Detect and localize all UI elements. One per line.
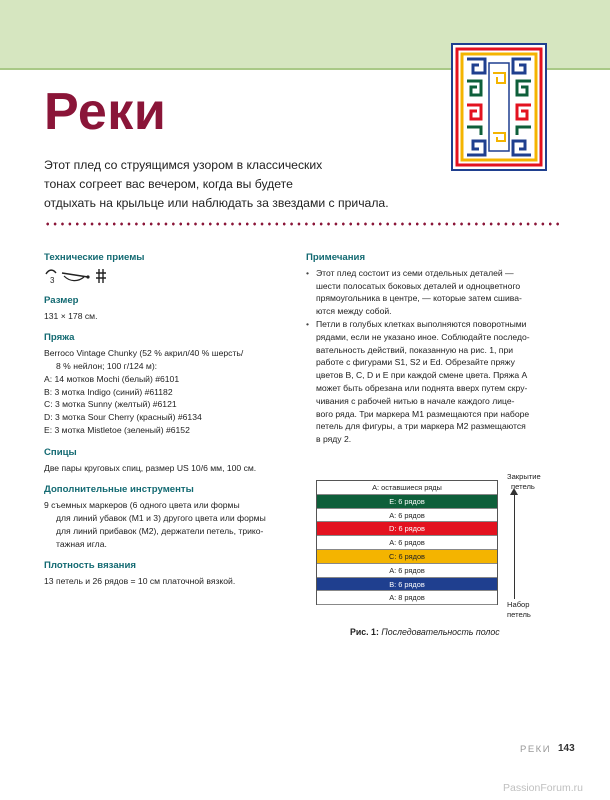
note-line: шести полосатых боковых деталей и одноцветного	[316, 280, 521, 291]
note-item	[306, 267, 568, 318]
needles-heading: Спицы	[44, 446, 77, 458]
stripe-row: A: 8 рядов	[317, 591, 497, 605]
needles-value: Две пары круговых спиц, размер US 10/6 мм, 100 см.	[44, 462, 257, 473]
size-heading: Размер	[44, 294, 79, 306]
direction-arrow	[514, 493, 515, 599]
note-line: может быть обрезана или поднята вверх путем скру-	[316, 382, 528, 393]
technique-symbols	[44, 267, 294, 285]
note-line: • Этот плед состоит из семи отдельных деталей —	[316, 267, 514, 278]
note-item	[306, 318, 568, 446]
dotted-divider	[44, 222, 562, 226]
yarn-line: 8 % нейлон; 100 г/124 м):	[56, 360, 158, 371]
note-line: ются между собой.	[316, 306, 392, 317]
cast-on-label-line: Набор	[507, 600, 530, 609]
gauge-heading: Плотность вязания	[44, 560, 136, 572]
tools-heading: Дополнительные инструменты	[44, 484, 194, 496]
yarn-line: B: 3 мотка Indigo (синий) #61182	[44, 386, 173, 397]
right-column	[306, 252, 568, 446]
note-line: цветов B, C, D и E при каждой смене цвета. Пряжа A	[316, 370, 528, 381]
gauge-value: 13 петель и 26 рядов = 10 см платочной вязкой.	[44, 576, 236, 587]
intro-line: тонах согреет вас вечером, когда вы будете	[44, 177, 293, 191]
techniques-heading: Технические приемы	[44, 252, 145, 263]
greek-key-motif-icon	[451, 43, 547, 171]
notes-heading: Примечания	[306, 252, 366, 263]
tools-line: тажная игла.	[56, 538, 107, 549]
note-line: • Петли в голубых клетках выполняются поворотными	[316, 318, 527, 329]
stripe-stack	[316, 480, 498, 605]
yarn-line: Berroco Vintage Chunky (52 % акрил/40 % шерсть/	[44, 348, 244, 359]
yarn-line: A: 14 мотков Mochi (белый) #6101	[44, 373, 180, 384]
stripe-row: A: 6 рядов	[317, 536, 497, 550]
yarn-line: E: 3 мотка Mistletoe (зеленый) #6152	[44, 424, 190, 435]
note-line: вого ряда. Три маркера M1 размещаются при наборе	[316, 408, 530, 419]
page-title: Реки	[44, 83, 167, 141]
note-line: вательность действий, показанную на рис. 1, при	[316, 344, 514, 355]
note-line: чивания с рабочей нитью в начале каждого лице-	[316, 395, 515, 406]
size-value: 131 × 178 см.	[44, 310, 98, 321]
note-line: работе с фигурами S1, S2 и Ed. Обрезайте пряжу	[316, 357, 515, 368]
stripe-row: C: 6 рядов	[317, 550, 497, 564]
grid-icon	[96, 269, 106, 283]
left-column	[44, 252, 294, 598]
tools-line: для линий убавок (M1 и 3) другого цвета или формы	[56, 512, 266, 523]
watermark: PassionForum.ru	[503, 782, 583, 794]
technique-icons	[44, 267, 124, 285]
cast-on-label	[507, 600, 531, 620]
note-line: рядами, если не указано иное. Соблюдайте последо-	[316, 331, 530, 342]
running-footer: РЕКИ	[520, 744, 552, 755]
tools-line: 9 съемных маркеров (6 одного цвета или формы	[44, 500, 240, 511]
svg-text:3: 3	[50, 275, 55, 285]
note-line: прямоугольника в центре, — которые затем сшива-	[316, 293, 522, 304]
stripe-row: E: 6 рядов	[317, 495, 497, 509]
figure-caption	[350, 627, 500, 637]
intro-line: Этот плед со струящимся узором в классических	[44, 158, 323, 172]
stripe-row: A: 6 рядов	[317, 564, 497, 578]
intro-line: отдыхать на крыльце или наблюдать за звездами с причала.	[44, 196, 389, 210]
stripe-row: B: 6 рядов	[317, 578, 497, 592]
stripe-row: D: 6 рядов	[317, 522, 497, 536]
bind-off-label-line: петель	[511, 482, 535, 491]
yarn-heading: Пряжа	[44, 332, 75, 344]
stripe-row: A: 6 рядов	[317, 509, 497, 523]
caption-number: Рис. 1:	[350, 627, 379, 637]
stripe-sequence-figure	[316, 480, 498, 605]
needle-icon	[62, 273, 90, 281]
stripe-row: A: оставшиеся ряды	[317, 481, 497, 495]
bind-off-label-line: Закрытие	[507, 472, 541, 481]
cast-on-icon	[46, 270, 56, 285]
note-line: петель для фигуры, а три маркера M2 размещаются	[316, 421, 526, 432]
yarn-line: D: 3 мотка Sour Cherry (красный) #6134	[44, 412, 202, 423]
page-number: 143	[558, 743, 575, 754]
intro-paragraph	[44, 156, 404, 213]
tools-line: для линий прибавок (M2), держатели петель, трико-	[56, 525, 264, 536]
yarn-line: C: 3 мотка Sunny (желтый) #6121	[44, 399, 177, 410]
caption-text: Последовательность полос	[381, 627, 500, 637]
note-line: в ряду 2.	[316, 434, 352, 445]
cast-on-label-line: петель	[507, 610, 531, 619]
